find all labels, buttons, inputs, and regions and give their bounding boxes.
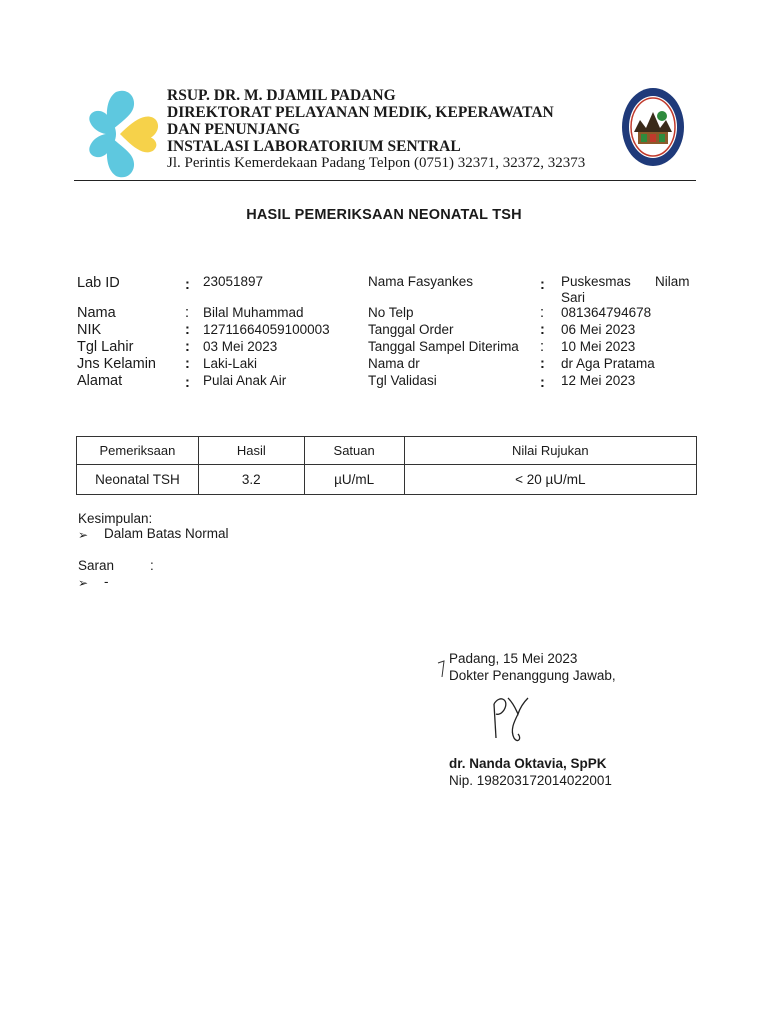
nama-dr-value: dr Aga Pratama [561,356,655,371]
kesimpulan-label: Kesimpulan: [78,511,153,526]
cell-satuan: µU/mL [304,465,404,495]
fasyankes-label: Nama Fasyankes [368,274,474,289]
saran-label: Saran [78,558,115,573]
nama-dr-colon: : [540,356,545,372]
saran-colon: : [150,558,154,573]
tgl-validasi-label: Tgl Validasi [368,373,437,388]
tanggal-order-label: Tanggal Order [368,322,454,337]
hospital-seal-icon [620,86,686,168]
nik-value: 12711664059100003 [203,322,330,337]
tanggal-sampel-colon: : [540,339,545,355]
nama-label: Nama [77,305,116,321]
no-telp-value: 081364794678 [561,305,652,320]
header-directorate-cont: DAN PENUNJANG [167,121,301,138]
cell-pemeriksaan: Neonatal TSH [77,465,199,495]
lab-id-value: 23051897 [203,274,264,289]
no-telp-colon: : [540,305,545,321]
tanggal-sampel-label: Tanggal Sampel Diterima [368,339,519,354]
margin-mark-icon [436,655,450,685]
column-header-satuan: Satuan [304,437,404,465]
signatory-name: dr. Nanda Oktavia, SpPK [449,756,607,771]
fasyankes-value-line2: Sari [561,290,586,305]
header-divider [74,180,696,181]
signatory-nip: Nip. 198203172014022001 [449,773,612,788]
cell-nilai-rujukan: < 20 µU/mL [404,465,696,495]
tanggal-order-value: 06 Mei 2023 [561,322,636,337]
document-title: HASIL PEMERIKSAAN NEONATAL TSH [246,207,522,223]
nik-label: NIK [77,322,102,338]
signature-icon [484,690,536,750]
cell-hasil: 3.2 [198,465,304,495]
tgl-lahir-value: 03 Mei 2023 [203,339,278,354]
alamat-value: Pulai Anak Air [203,373,287,388]
lab-id-colon: : [185,277,190,293]
tgl-validasi-colon: : [540,375,545,391]
kesimpulan-item: Dalam Batas Normal [104,526,229,541]
tgl-lahir-label: Tgl Lahir [77,339,134,355]
signature-role: Dokter Penanggung Jawab, [449,668,616,683]
table-header-row [77,437,697,465]
signature-place-date: Padang, 15 Mei 2023 [449,651,578,666]
kesimpulan-bullet-icon: ➢ [78,528,89,542]
saran-bullet-icon: ➢ [78,576,89,590]
header-hospital-name: RSUP. DR. M. DJAMIL PADANG [167,87,396,104]
no-telp-label: No Telp [368,305,414,320]
nama-colon: : [185,305,190,321]
header-installation: INSTALASI LABORATORIUM SENTRAL [167,138,461,155]
fasyankes-value-line1: Puskesmas [561,274,631,289]
nik-colon: : [185,322,190,338]
table-row [77,465,697,495]
nama-value: Bilal Muhammad [203,305,304,320]
result-table [76,436,697,495]
tanggal-sampel-value: 10 Mei 2023 [561,339,636,354]
saran-item: - [104,574,109,589]
lab-id-label: Lab ID [77,275,120,291]
alamat-label: Alamat [77,373,123,389]
nama-dr-label: Nama dr [368,356,420,371]
fasyankes-colon: : [540,277,545,293]
tgl-validasi-value: 12 Mei 2023 [561,373,636,388]
jns-kelamin-value: Laki-Laki [203,356,258,371]
kemenkes-logo-icon [86,88,160,178]
header-directorate: DIREKTORAT PELAYANAN MEDIK, KEPERAWATAN [167,104,554,121]
jns-kelamin-colon: : [185,356,190,372]
tgl-lahir-colon: : [185,339,190,355]
jns-kelamin-label: Jns Kelamin [77,356,156,372]
header-address: Jl. Perintis Kemerdekaan Padang Telpon (0751) 32371, 32372, 32373 [167,155,586,171]
alamat-colon: : [185,375,190,391]
fasyankes-value-word2: Nilam [655,274,690,289]
column-header-hasil: Hasil [198,437,304,465]
tanggal-order-colon: : [540,322,545,338]
column-header-pemeriksaan: Pemeriksaan [77,437,199,465]
column-header-nilai-rujukan: Nilai Rujukan [404,437,696,465]
